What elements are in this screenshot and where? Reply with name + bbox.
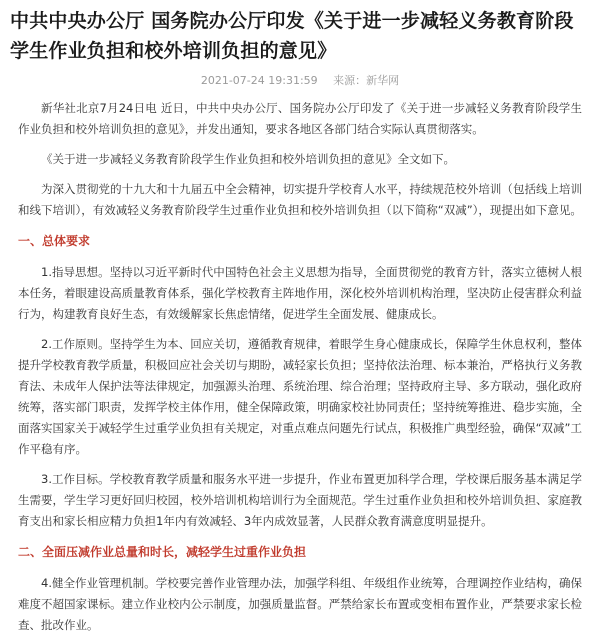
lead-paragraph: 新华社北京7月24日电 近日，中共中央办公厅、国务院办公厅印发了《关于进一步减轻义务教育阶段学生作业负担和校外培训负担的意见》，并发出通知，要求各地区各部门结合实际认真贯彻落实。 [18,101,582,136]
paragraph-homework-management: 4.健全作业管理机制。学校要完善作业管理办法，加强学科组、年级组作业统筹，合理调控作业结构，确保难度不超国家课标。建立作业校内公示制度，加强质量监督。严禁给家长布置或变相布置作业，严禁要求家长检查、批改作业。 [18,576,582,632]
article-body-section-1 [0,262,600,532]
section-heading-2: 二、全面压减作业总量和时长，减轻学生过重作业负担 [18,545,307,559]
fulltext-note: 《关于进一步减轻义务教育阶段学生作业负担和校外培训负担的意见》全文如下。 [41,152,455,166]
paragraph-guiding-ideology: 1.指导思想。坚持以习近平新时代中国特色社会主义思想为指导，全面贯彻党的教育方针，落实立德树人根本任务，着眼建设高质量教育体系，强化学校教育主阵地作用，深化校外培训机构治理，坚决防止侵害群众利益行为，构建教育良好生态，有效缓解家长焦虑情绪，促进学生全面发展、健康成长。 [18,265,582,321]
article-meta [0,72,600,88]
article-title: 中共中央办公厅 国务院办公厅印发《关于进一步减轻义务教育阶段学生作业负担和校外培训负担的意见》 [10,10,574,62]
article-body [0,98,600,221]
article-source: 来源：新华网 [333,74,400,87]
publish-date: 2021-07-24 19:31:59 [200,74,318,87]
paragraph-work-goals: 3.工作目标。学校教育教学质量和服务水平进一步提升，作业布置更加科学合理，学校课后服务基本满足学生需要，学生学习更好回归校园，校外培训机构培训行为全面规范。学生过重作业负担和校外培训负担、家庭教育支出和家长相应精力负担1年内有效减轻、3年内成效显著，人民群众教育满意度明显提升。 [18,472,582,528]
intro-paragraph: 为深入贯彻党的十九大和十九届五中全会精神，切实提升学校育人水平，持续规范校外培训（包括线上培训和线下培训），有效减轻义务教育阶段学生过重作业负担和校外培训负担（以下简称“双减”），现提出如下意见。 [18,182,582,217]
section-heading-1: 一、总体要求 [18,234,91,248]
paragraph-work-principles: 2.工作原则。坚持学生为本、回应关切，遵循教育规律，着眼学生身心健康成长，保障学生休息权利，整体提升学校教育教学质量，积极回应社会关切与期盼，减轻家长负担；坚持依法治理、标本兼治，严格执行义务教育法、未成年人保护法等法律规定，加强源头治理、系统治理、综合治理；坚持政府主导、多方联动，强化政府统筹，落实部门职责，发挥学校主体作用，健全保障政策，明确家校社协同责任；坚持统筹推进、稳步实施，全面落实国家关于减轻学生过重学业负担有关规定，对重点难点问题先行试点，积极推广典型经验，确保“双减”工作平稳有序。 [18,337,582,456]
article-body-section-2 [0,573,600,636]
